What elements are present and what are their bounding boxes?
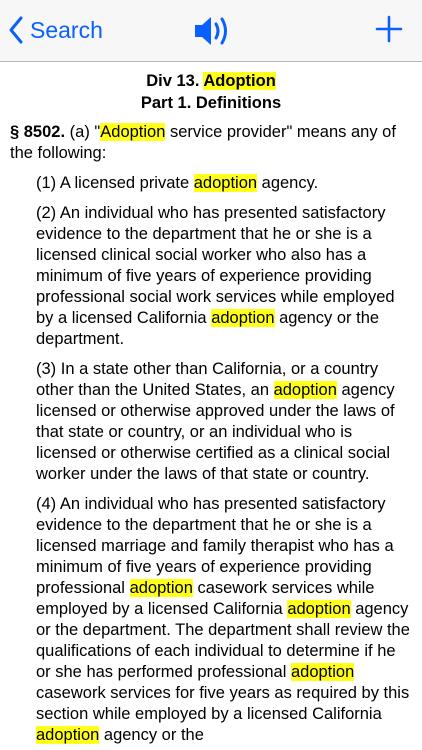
plus-icon (374, 14, 404, 44)
navigation-bar (0, 0, 422, 62)
highlighted-term: Adoption (100, 123, 166, 141)
highlighted-term: adoption (287, 600, 351, 618)
division-prefix: Div 13. (146, 72, 204, 90)
highlighted-term: adoption (129, 579, 193, 597)
list-item (36, 359, 412, 485)
item-text: casework services for five years as required by this section while employed by a licensed California (36, 684, 410, 723)
section-intro (10, 122, 412, 164)
back-button-label: Search (30, 16, 103, 43)
highlighted-term: adoption (36, 726, 100, 744)
item-text: (2) An individual who has presented satisfactory evidence to the department that he or she is a licensed clinical social worker who also has a minimum of five years of experience providing professional social work services while employed by a licensed California (36, 204, 395, 327)
section-intro-text: service provider" means any of the following: (10, 123, 396, 162)
speaker-icon (192, 12, 232, 50)
document-content (0, 62, 422, 746)
list-item (36, 203, 412, 350)
item-text: (1) A licensed private (36, 174, 194, 192)
highlighted-term: adoption (273, 381, 337, 399)
list-item (36, 173, 412, 194)
item-text: (3) In a state other than California, or a country other than the United States, an (36, 360, 379, 399)
item-text: (4) An individual who has presented satisfactory evidence to the department that he or she is a licensed marriage and family therapist who has a minimum of five years of experience providing professional (36, 495, 394, 597)
chevron-left-icon (8, 16, 24, 44)
speak-button[interactable] (192, 12, 232, 50)
item-text: agency or the department. The department shall review the qualifications of each individual to determine if he or she has performed professional (36, 600, 410, 681)
list-item (36, 494, 412, 746)
division-heading (10, 70, 412, 92)
part-heading: Part 1. Definitions (140, 94, 282, 112)
division-title: Adoption (203, 72, 276, 90)
item-text: agency licensed or otherwise approved under the laws of that state or country, or an individual who is licensed or otherwise certified as a clinical social worker under the laws of that state or country. (36, 381, 395, 483)
item-text: casework services while employed by a licensed California (36, 579, 375, 618)
add-button[interactable] (374, 14, 404, 44)
item-text: agency or the (99, 726, 204, 744)
section-intro-text: (a) " (65, 123, 101, 141)
item-text: agency or the department. (36, 309, 380, 348)
highlighted-term: adoption (290, 663, 355, 681)
highlighted-term: adoption (211, 309, 275, 327)
section-number: § 8502. (10, 123, 66, 141)
highlighted-term: adoption (193, 174, 258, 192)
item-text: agency. (257, 174, 319, 192)
back-button[interactable] (8, 12, 103, 48)
